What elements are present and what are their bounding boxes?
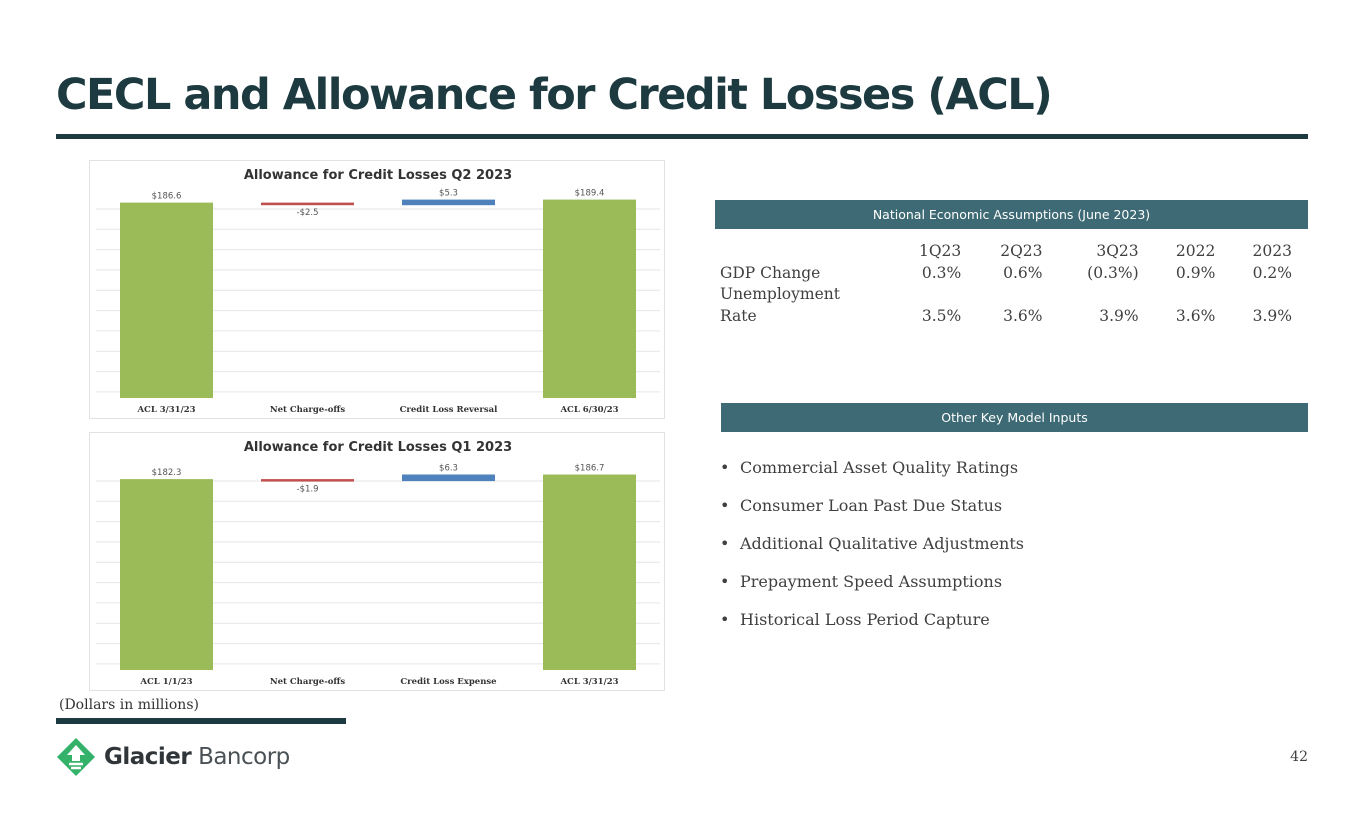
chart-q2-svg <box>90 161 666 420</box>
table-cell: 0.6% <box>1003 263 1043 282</box>
category-label: ACL 3/31/23 <box>137 405 196 415</box>
chart-bar <box>543 200 636 398</box>
chart-bar <box>120 479 213 670</box>
row-label-line2: Rate <box>720 306 757 325</box>
chart-bar <box>261 479 354 482</box>
table-cell: 0.3% <box>921 263 962 282</box>
chart-bar <box>261 203 354 206</box>
data-label: $186.7 <box>574 463 605 474</box>
data-label: $189.4 <box>574 188 605 199</box>
glacier-logo-icon <box>56 737 96 777</box>
economic-assumptions-table <box>716 241 1296 327</box>
category-label: ACL 3/31/23 <box>560 677 619 687</box>
bullet-icon: • <box>720 458 730 477</box>
bullet-icon: • <box>720 572 730 591</box>
bullet-icon: • <box>720 534 730 553</box>
table-row-unemployment <box>716 284 1296 327</box>
data-label: $186.6 <box>151 191 182 202</box>
data-label: -$2.5 <box>296 208 319 219</box>
bullet-icon: • <box>720 610 730 629</box>
category-label: Net Charge-offs <box>269 405 346 415</box>
row-label-line1: Unemployment <box>720 285 840 303</box>
title-rule <box>56 134 1308 139</box>
data-label: $182.3 <box>151 468 182 479</box>
economic-assumptions-header: National Economic Assumptions (June 2023) <box>715 200 1308 229</box>
category-label: Net Charge-offs <box>269 677 346 687</box>
note-rule <box>56 718 346 724</box>
chart-bar <box>402 200 495 206</box>
logo-wordmark: Glacier Bancorp <box>104 744 290 770</box>
chart-q1-svg <box>90 433 666 692</box>
bullet-icon: • <box>720 496 730 515</box>
category-label: Credit Loss Reversal <box>399 405 498 415</box>
row-label <box>716 284 884 327</box>
category-label: ACL 6/30/23 <box>560 405 619 415</box>
table-cell: 3.9% <box>1099 306 1139 325</box>
list-item: • Commercial Asset Quality Ratings <box>720 456 1024 494</box>
dollars-note: (Dollars in millions) <box>59 697 199 713</box>
list-item: • Historical Loss Period Capture <box>720 608 1024 646</box>
column-header: 3Q23 <box>1096 242 1139 260</box>
chart-bar <box>120 203 213 398</box>
category-label: Credit Loss Expense <box>400 677 497 687</box>
table-header-row <box>716 241 1296 263</box>
list-item: • Additional Qualitative Adjustments <box>720 532 1024 570</box>
table-cell: 0.9% <box>1175 263 1216 282</box>
model-inputs-header: Other Key Model Inputs <box>721 403 1308 432</box>
data-label: $5.3 <box>439 188 458 199</box>
data-label: -$1.9 <box>296 484 319 495</box>
chart-title: Allowance for Credit Losses Q1 2023 <box>243 440 513 455</box>
data-label: $6.3 <box>439 463 458 474</box>
table-cell: 3.6% <box>1175 306 1216 325</box>
table-cell: 3.5% <box>921 306 962 325</box>
table-cell: 3.9% <box>1252 306 1292 325</box>
column-header: 2023 <box>1252 242 1292 260</box>
list-item: • Consumer Loan Past Due Status <box>720 494 1024 532</box>
chart-q2-2023 <box>89 160 665 419</box>
chart-bar <box>402 475 495 482</box>
table-cell: 3.6% <box>1003 306 1043 325</box>
list-item: • Prepayment Speed Assumptions <box>720 570 1024 608</box>
chart-bar <box>543 475 636 671</box>
page-title: CECL and Allowance for Credit Losses (ACL) <box>56 70 1052 120</box>
company-logo <box>56 737 290 777</box>
page-number: 42 <box>1290 749 1308 765</box>
table-cell: (0.3%) <box>1087 263 1139 282</box>
model-inputs-list <box>720 456 1024 646</box>
table-cell: 0.2% <box>1252 263 1292 282</box>
category-label: ACL 1/1/23 <box>140 677 193 687</box>
table-row-gdp <box>716 263 1296 285</box>
chart-q1-2023 <box>89 432 665 691</box>
chart-title: Allowance for Credit Losses Q2 2023 <box>243 168 513 183</box>
row-label: GDP Change <box>720 263 821 282</box>
column-header: 2Q23 <box>1000 242 1043 260</box>
column-header: 1Q23 <box>918 242 962 260</box>
column-header: 2022 <box>1175 242 1216 260</box>
